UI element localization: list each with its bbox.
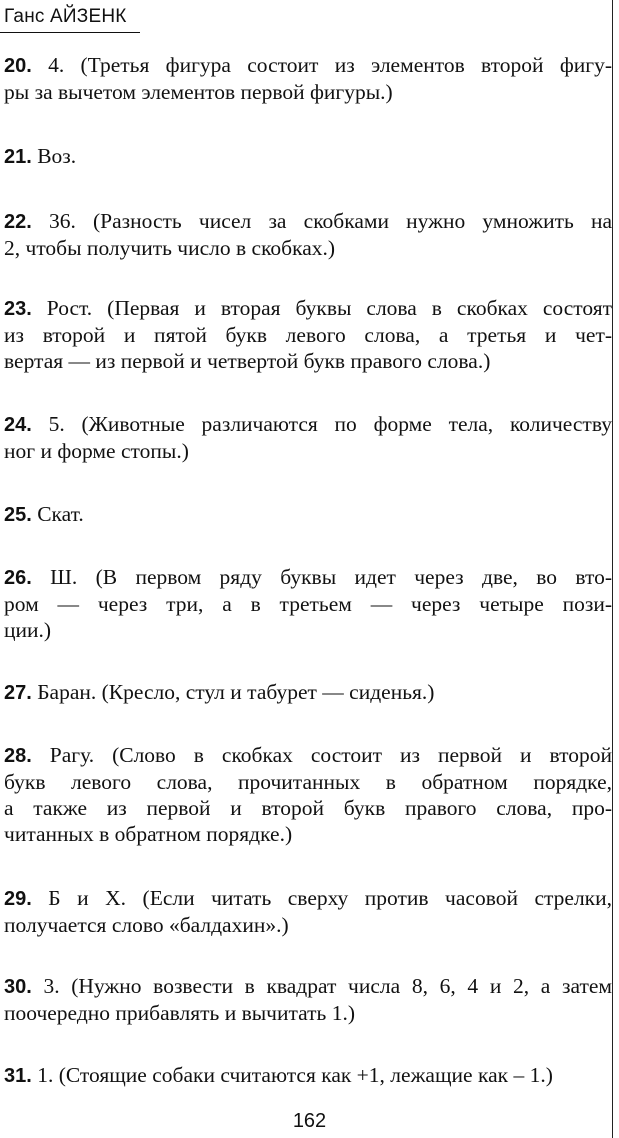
- answer-text: читанных в обратном порядке.): [4, 822, 293, 846]
- answer-text: Воз.: [31, 144, 77, 168]
- answer-number: 21.: [4, 146, 32, 168]
- answer-line: [4, 679, 612, 706]
- answer-line: [4, 564, 612, 591]
- answer-entry: [4, 143, 612, 170]
- answer-text: 36. (Разность чисел за скобками нужно умножить на: [31, 209, 612, 233]
- answer-text: 5. (Животные различаются по форме тела, количеству: [31, 412, 612, 436]
- answer-line: [4, 79, 612, 105]
- answer-entry: [4, 295, 612, 374]
- answer-entry: [4, 52, 612, 105]
- answer-text: Б и Х. (Если читать сверху против часовой стрелки,: [31, 886, 612, 910]
- answer-line: [4, 438, 612, 464]
- answer-line: [4, 769, 612, 795]
- answer-line: [4, 1000, 612, 1026]
- answer-text: ног и форме стопы.): [4, 439, 189, 463]
- running-head: Ганс АЙЗЕНК: [4, 6, 127, 27]
- answer-line: [4, 973, 612, 1000]
- answer-line: [4, 235, 612, 261]
- answer-number: 23.: [4, 298, 32, 320]
- answer-entry: [4, 564, 612, 643]
- answer-line: [4, 821, 612, 847]
- answer-number: 30.: [4, 976, 32, 998]
- answer-number: 29.: [4, 888, 32, 910]
- answer-text: 3. (Нужно возвести в квадрат числа 8, 6, 4 и 2, а затем: [31, 974, 612, 998]
- answer-number: 25.: [4, 504, 32, 526]
- header-rule: [0, 32, 140, 33]
- answer-text: из второй и пятой букв левого слова, а третья и чет-: [4, 323, 612, 347]
- answer-line: [4, 617, 612, 643]
- answer-entry: [4, 742, 612, 847]
- answer-number: 26.: [4, 567, 32, 589]
- answer-text: поочередно прибавлять и вычитать 1.): [4, 1001, 355, 1025]
- answer-line: [4, 912, 612, 938]
- answer-entry: [4, 885, 612, 938]
- answer-line: [4, 742, 612, 769]
- answer-entry: [4, 679, 612, 706]
- answer-entry: [4, 501, 612, 528]
- answer-line: [4, 885, 612, 912]
- answer-line: [4, 1062, 612, 1089]
- answer-text: Рагу. (Слово в скобках состоит из первой и второй: [31, 743, 612, 767]
- answer-line: [4, 348, 612, 374]
- answer-line: [4, 795, 612, 821]
- answer-line: [4, 52, 612, 79]
- answer-number: 22.: [4, 211, 32, 233]
- answer-line: [4, 295, 612, 322]
- answer-text: ры за вычетом элементов первой фигуры.): [4, 80, 393, 104]
- answer-text: 1. (Стоящие собаки считаются как +1, лежащие как – 1.): [31, 1063, 553, 1087]
- answer-entry: [4, 1062, 612, 1089]
- page-number: 162: [292, 1110, 327, 1132]
- answer-line: [4, 411, 612, 438]
- answer-line: [4, 322, 612, 348]
- answer-line: [4, 208, 612, 235]
- answer-entry: [4, 973, 612, 1026]
- answer-text: вертая — из первой и четвертой букв правого слова.): [4, 349, 491, 373]
- answer-number: 24.: [4, 414, 32, 436]
- answer-line: [4, 501, 612, 528]
- answer-text: Баран. (Кресло, стул и табурет — сиденья.): [31, 680, 435, 704]
- answer-text: получается слово «балдахин».): [4, 913, 289, 937]
- answer-entry: [4, 411, 612, 464]
- answer-text: 4. (Третья фигура состоит из элементов второй фигу-: [31, 53, 612, 77]
- answer-text: Ш. (В первом ряду буквы идет через две, во вто-: [31, 565, 612, 589]
- answer-number: 31.: [4, 1065, 32, 1087]
- answer-text: ром — через три, а в третьем — через четыре пози-: [4, 592, 612, 616]
- answer-text: букв левого слова, прочитанных в обратном порядке,: [4, 770, 612, 794]
- answer-line: [4, 143, 612, 170]
- answer-text: а также из первой и второй букв правого слова, про-: [4, 796, 612, 820]
- answer-text: 2, чтобы получить число в скобках.): [4, 236, 336, 260]
- answer-number: 28.: [4, 745, 32, 767]
- answer-text: Рост. (Первая и вторая буквы слова в скобках состоят: [31, 296, 612, 320]
- answer-text: ции.): [4, 618, 52, 642]
- answer-number: 27.: [4, 682, 32, 704]
- answer-number: 20.: [4, 55, 32, 77]
- answer-text: Скат.: [31, 502, 84, 526]
- answer-line: [4, 591, 612, 617]
- answer-entry: [4, 208, 612, 261]
- right-margin-line: [612, 0, 613, 1138]
